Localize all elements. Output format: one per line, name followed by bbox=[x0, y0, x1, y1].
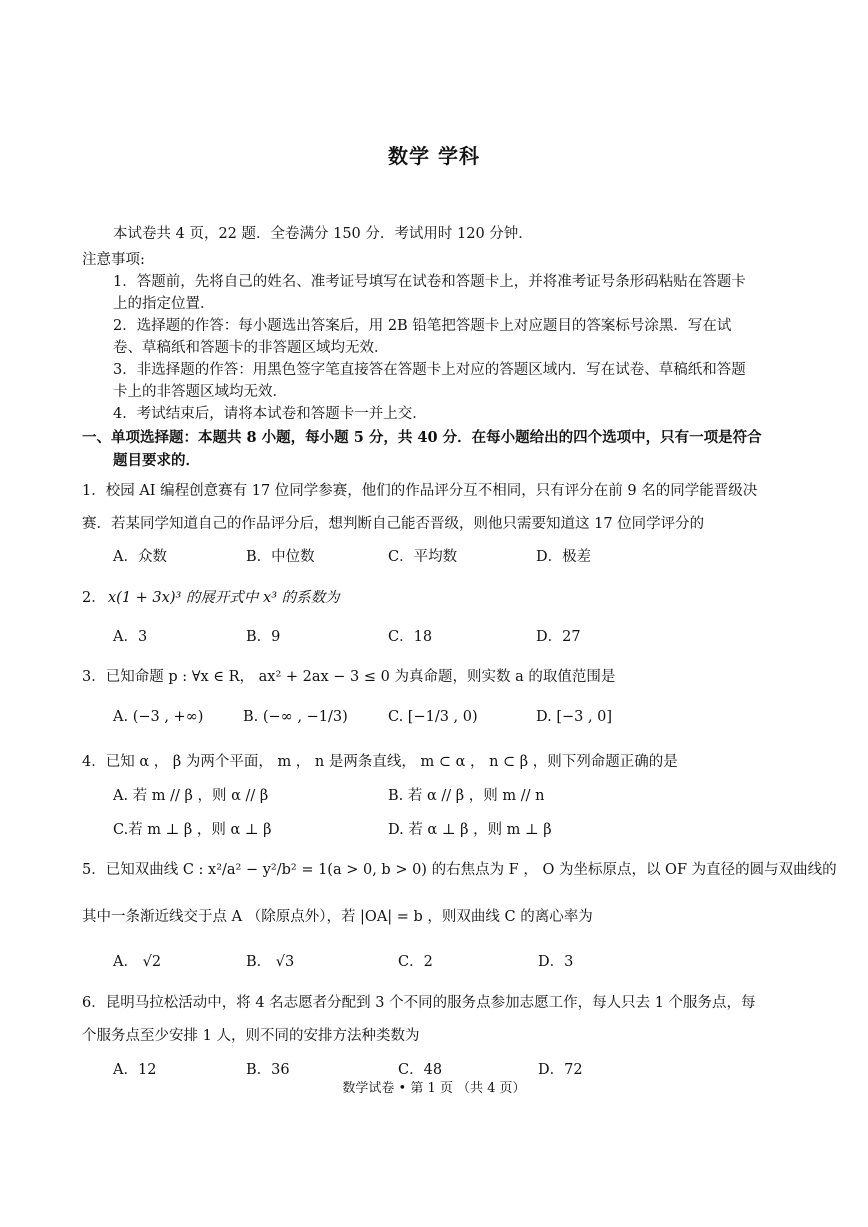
notice-item-2-line1: 2．选择题的作答：每小题选出答案后，用 2B 铅笔把答题卡上对应题目的答案标号涂黑．写在试 bbox=[113, 318, 732, 334]
question-3-stem: 3．已知命题 p : ∀x ∈ R， ax² + 2ax − 3 ≤ 0 为真命题，则实数 a 的取值范围是 bbox=[82, 669, 616, 685]
question-1-stem-line2: 赛．若某同学知道自己的作品评分后，想判断自己能否晋级，则他只需要知道这 17 位同学评分的 bbox=[82, 516, 705, 532]
section-heading-line1: 一、单项选择题：本题共 8 小题，每小题 5 分，共 40 分．在每小题给出的四个选项中，只有一项是符合 bbox=[82, 429, 762, 446]
question-1-option-a: A．众数 bbox=[113, 549, 167, 565]
question-5-option-d: D．3 bbox=[538, 954, 574, 970]
question-6-option-c: C．48 bbox=[398, 1062, 443, 1078]
question-3-option-c: C. [−1/3 , 0) bbox=[388, 709, 478, 725]
question-5-option-c: C．2 bbox=[398, 954, 433, 970]
question-5-option-b: B． √3 bbox=[246, 954, 295, 970]
question-3-option-a: A. (−3 , +∞) bbox=[113, 709, 204, 725]
question-4-option-a: A. 若 m // β ，则 α // β bbox=[113, 788, 269, 804]
page-footer: 数学试卷 • 第 1 页 （共 4 页） bbox=[342, 1081, 526, 1096]
question-2-number: 2． bbox=[82, 590, 106, 606]
question-3-option-b: B. (−∞ , −1/3) bbox=[243, 709, 348, 725]
notice-label: 注意事项: bbox=[82, 252, 145, 268]
notice-item-2-line2: 卷、草稿纸和答题卡的非答题区域均无效． bbox=[113, 340, 389, 356]
question-5-stem-line1: 5．已知双曲线 C : x²/a² − y²/b² = 1(a > 0, b > 0) 的右焦点为 F ， O 为坐标原点，以 OF 为直径的圆与双曲线的 bbox=[82, 862, 837, 878]
question-2-stem: x(1 + 3x)³ 的展开式中 x³ 的系数为 bbox=[108, 590, 340, 606]
question-5-stem-line2: 其中一条渐近线交于点 A （除原点外），若 |OA| = b ，则双曲线 C 的离心率为 bbox=[82, 909, 593, 925]
notice-item-1-line2: 上的指定位置． bbox=[113, 296, 215, 312]
question-5-option-a: A． √2 bbox=[113, 954, 162, 970]
exam-intro: 本试卷共 4 页，22 题．全卷满分 150 分．考试用时 120 分钟． bbox=[113, 226, 533, 242]
question-3-option-d: D. [−3 , 0] bbox=[536, 709, 613, 725]
question-4-stem: 4．已知 α ， β 为两个平面， m ， n 是两条直线， m ⊂ α ， n ⊂ β ，则下列命题正确的是 bbox=[82, 754, 678, 770]
question-1-stem-line1: 1．校园 AI 编程创意赛有 17 位同学参赛，他们的作品评分互不相同，只有评分在前 9 名的同学能晋级决 bbox=[82, 483, 758, 499]
question-6-option-b: B．36 bbox=[246, 1062, 290, 1078]
page-title: 数学 学科 bbox=[388, 144, 480, 168]
notice-item-3-line2: 卡上的非答题区域均无效． bbox=[113, 384, 287, 400]
question-6-stem-line1: 6．昆明马拉松活动中，将 4 名志愿者分配到 3 个不同的服务点参加志愿工作，每人只去 1 个服务点，每 bbox=[82, 995, 756, 1011]
section-heading-line2: 题目要求的． bbox=[113, 452, 200, 469]
question-2-option-b: B．9 bbox=[246, 629, 281, 645]
question-1-option-b: B．中位数 bbox=[246, 549, 315, 565]
question-4-option-b: B. 若 α // β ，则 m // n bbox=[388, 788, 545, 804]
question-4-option-d: D. 若 α ⊥ β ，则 m ⊥ β bbox=[388, 822, 552, 838]
question-1-option-c: C．平均数 bbox=[388, 549, 458, 565]
question-2-option-c: C．18 bbox=[388, 629, 433, 645]
notice-item-3-line1: 3．非选择题的作答：用黑色签字笔直接答在答题卡上对应的答题区域内．写在试卷、草稿纸和答题 bbox=[113, 362, 746, 378]
notice-item-1-line1: 1．答题前，先将自己的姓名、准考证号填写在试卷和答题卡上，并将准考证号条形码粘贴在答题卡 bbox=[113, 274, 746, 290]
question-2-option-d: D．27 bbox=[536, 629, 581, 645]
question-2-option-a: A．3 bbox=[113, 629, 148, 645]
question-6-option-d: D．72 bbox=[538, 1062, 583, 1078]
question-1-option-d: D．极差 bbox=[536, 549, 592, 565]
question-6-stem-line2: 个服务点至少安排 1 人，则不同的安排方法种类数为 bbox=[82, 1028, 420, 1044]
question-6-option-a: A．12 bbox=[113, 1062, 157, 1078]
question-4-option-c: C.若 m ⊥ β ，则 α ⊥ β bbox=[113, 822, 272, 838]
notice-item-4-line1: 4．考试结束后，请将本试卷和答题卡一并上交． bbox=[113, 406, 427, 422]
